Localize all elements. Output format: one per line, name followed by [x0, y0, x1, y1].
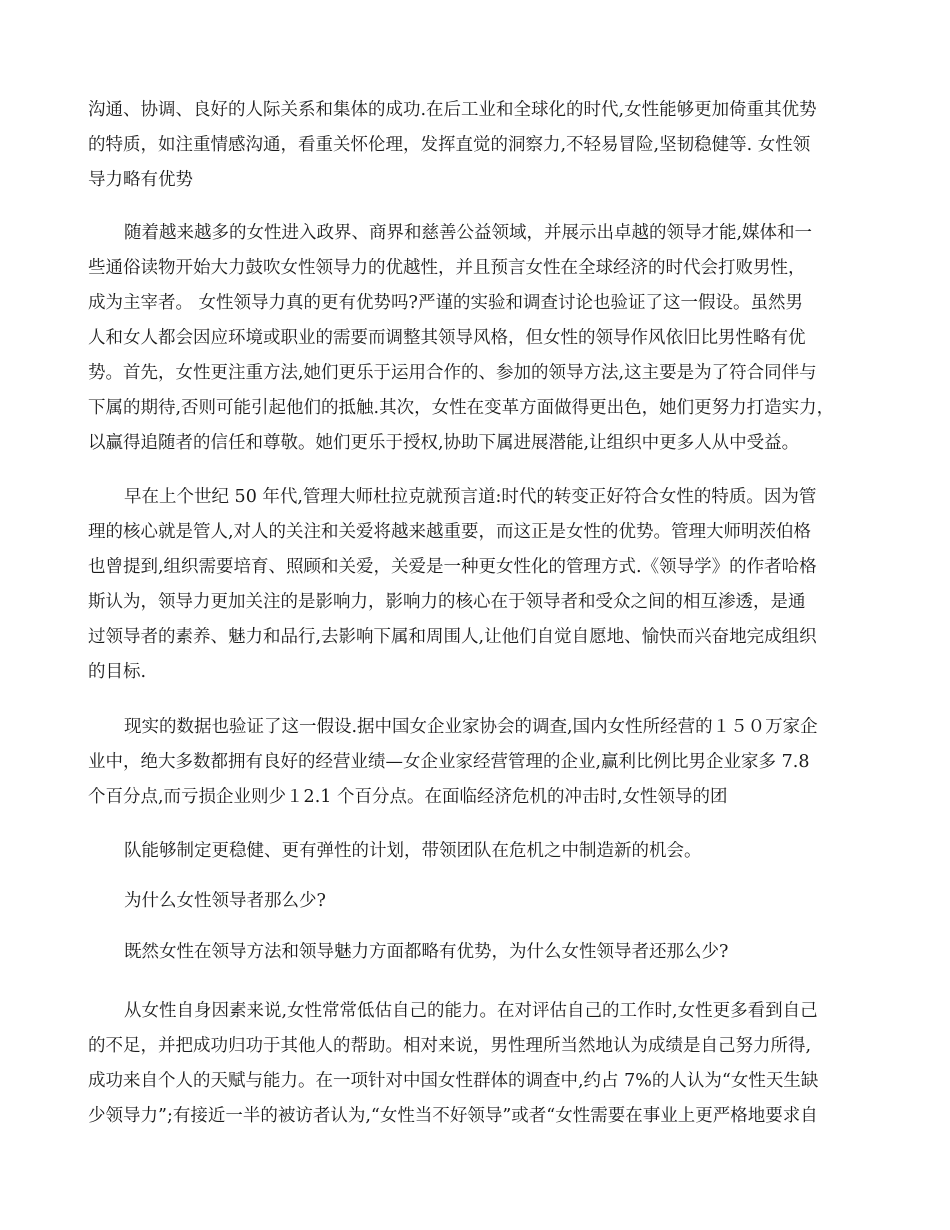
text-line: 也曾提到,组织需要培育、照顾和关爱，关爱是一种更女性化的管理方式.《领导学》的作者哈格: [88, 557, 817, 577]
text-line: 以赢得追随者的信任和尊敬。她们更乐于授权,协助下属进展潜能,让组织中更多人从中受益。: [88, 433, 800, 453]
text-line: 人和女人都会因应环境或职业的需要而调整其领导风格，但女性的领导作风依旧比男性略有优: [88, 328, 806, 348]
text-line: 的特质，如注重情感沟通，看重关怀伦理，发挥直觉的洞察力,不轻易冒险,坚韧稳健等. 女性领: [88, 135, 811, 155]
text-line: 的目标.: [88, 662, 147, 682]
text-line: 成功来自个人的天赋与能力。在一项针对中国女性群体的调查中,约占 7%的人认为“女性天生缺: [88, 1071, 819, 1091]
text-line: 成为主宰者。 女性领导力真的更有优势吗?严谨的实验和调查讨论也验证了这一假设。虽然男: [88, 293, 803, 313]
text-line: 既然女性在领导方法和领导魅力方面都略有优势，为什么女性领导者还那么少?: [124, 942, 729, 962]
text-line: 从女性自身因素来说,女性常常低估自己的能力。在对评估自己的工作时,女性更多看到自己: [124, 1001, 818, 1021]
paragraph-4: [88, 710, 878, 815]
paragraph-3: [88, 480, 878, 690]
text-line: 的不足，并把成功归功于其他人的帮助。相对来说，男性理所当然地认为成绩是自己努力所得,: [88, 1036, 812, 1056]
text-line: 沟通、协调、良好的人际关系和集体的成功.在后工业和全球化的时代,女性能够更加倚重其优势: [88, 100, 817, 120]
text-line: 势。首先，女性更注重方法,她们更乐于运用合作的、参加的领导方法,这主要是为了符合同伴与: [88, 363, 817, 383]
paragraph-6: [88, 935, 878, 970]
text-line: 早在上个世纪 50 年代,管理大师杜拉克就预言道:时代的转变正好符合女性的特质。因为管: [124, 487, 817, 507]
text-line: 业中，绝大多数都拥有良好的经营业绩—女企业家经营管理的企业,赢利比例比男企业家多 7.8: [88, 752, 810, 772]
text-line: 理的核心就是管人,对人的关注和关爱将越来越重要，而这正是女性的优势。管理大师明茨伯格: [88, 522, 812, 542]
text-line: 现实的数据也验证了这一假设.据中国女企业家协会的调查,国内女性所经营的１５０万家企: [124, 717, 818, 737]
paragraph-7: [88, 994, 878, 1134]
paragraph-5: [88, 834, 878, 869]
paragraph-1: [88, 93, 878, 198]
text-line: 个百分点,而亏损企业则少１2.1 个百分点。在面临经济危机的冲击时,女性领导的团: [88, 787, 728, 807]
text-line: 随着越来越多的女性进入政界、商界和慈善公益领域，并展示出卓越的领导才能,媒体和一: [124, 223, 813, 243]
text-line: 斯认为，领导力更加关注的是影响力，影响力的核心在于领导者和受众之间的相互渗透，是通: [88, 592, 806, 612]
text-line: 少领导力”;有接近一半的被访者认为,“女性当不好领导”或者“女性需要在事业上更严格地要求自: [88, 1106, 818, 1126]
text-line: 过领导者的素养、魅力和品行,去影响下属和周围人,让他们自觉自愿地、愉快而兴奋地完成组织: [88, 627, 817, 647]
text-line: 为什么女性领导者那么少?: [124, 891, 326, 911]
text-line: 导力略有优势: [88, 170, 193, 190]
text-line: 下属的期待,否则可能引起他们的抵触.其次，女性在变革方面做得更出色，她们更努力打造实力，: [88, 398, 835, 418]
text-line: 些通俗读物开始大力鼓吹女性领导力的优越性，并且预言女性在全球经济的时代会打败男性，: [88, 258, 806, 278]
text-line: 队能够制定更稳健、更有弹性的计划，带领团队在危机之中制造新的机会。: [124, 841, 702, 861]
paragraph-2: [88, 216, 878, 461]
section-heading: [88, 884, 878, 919]
